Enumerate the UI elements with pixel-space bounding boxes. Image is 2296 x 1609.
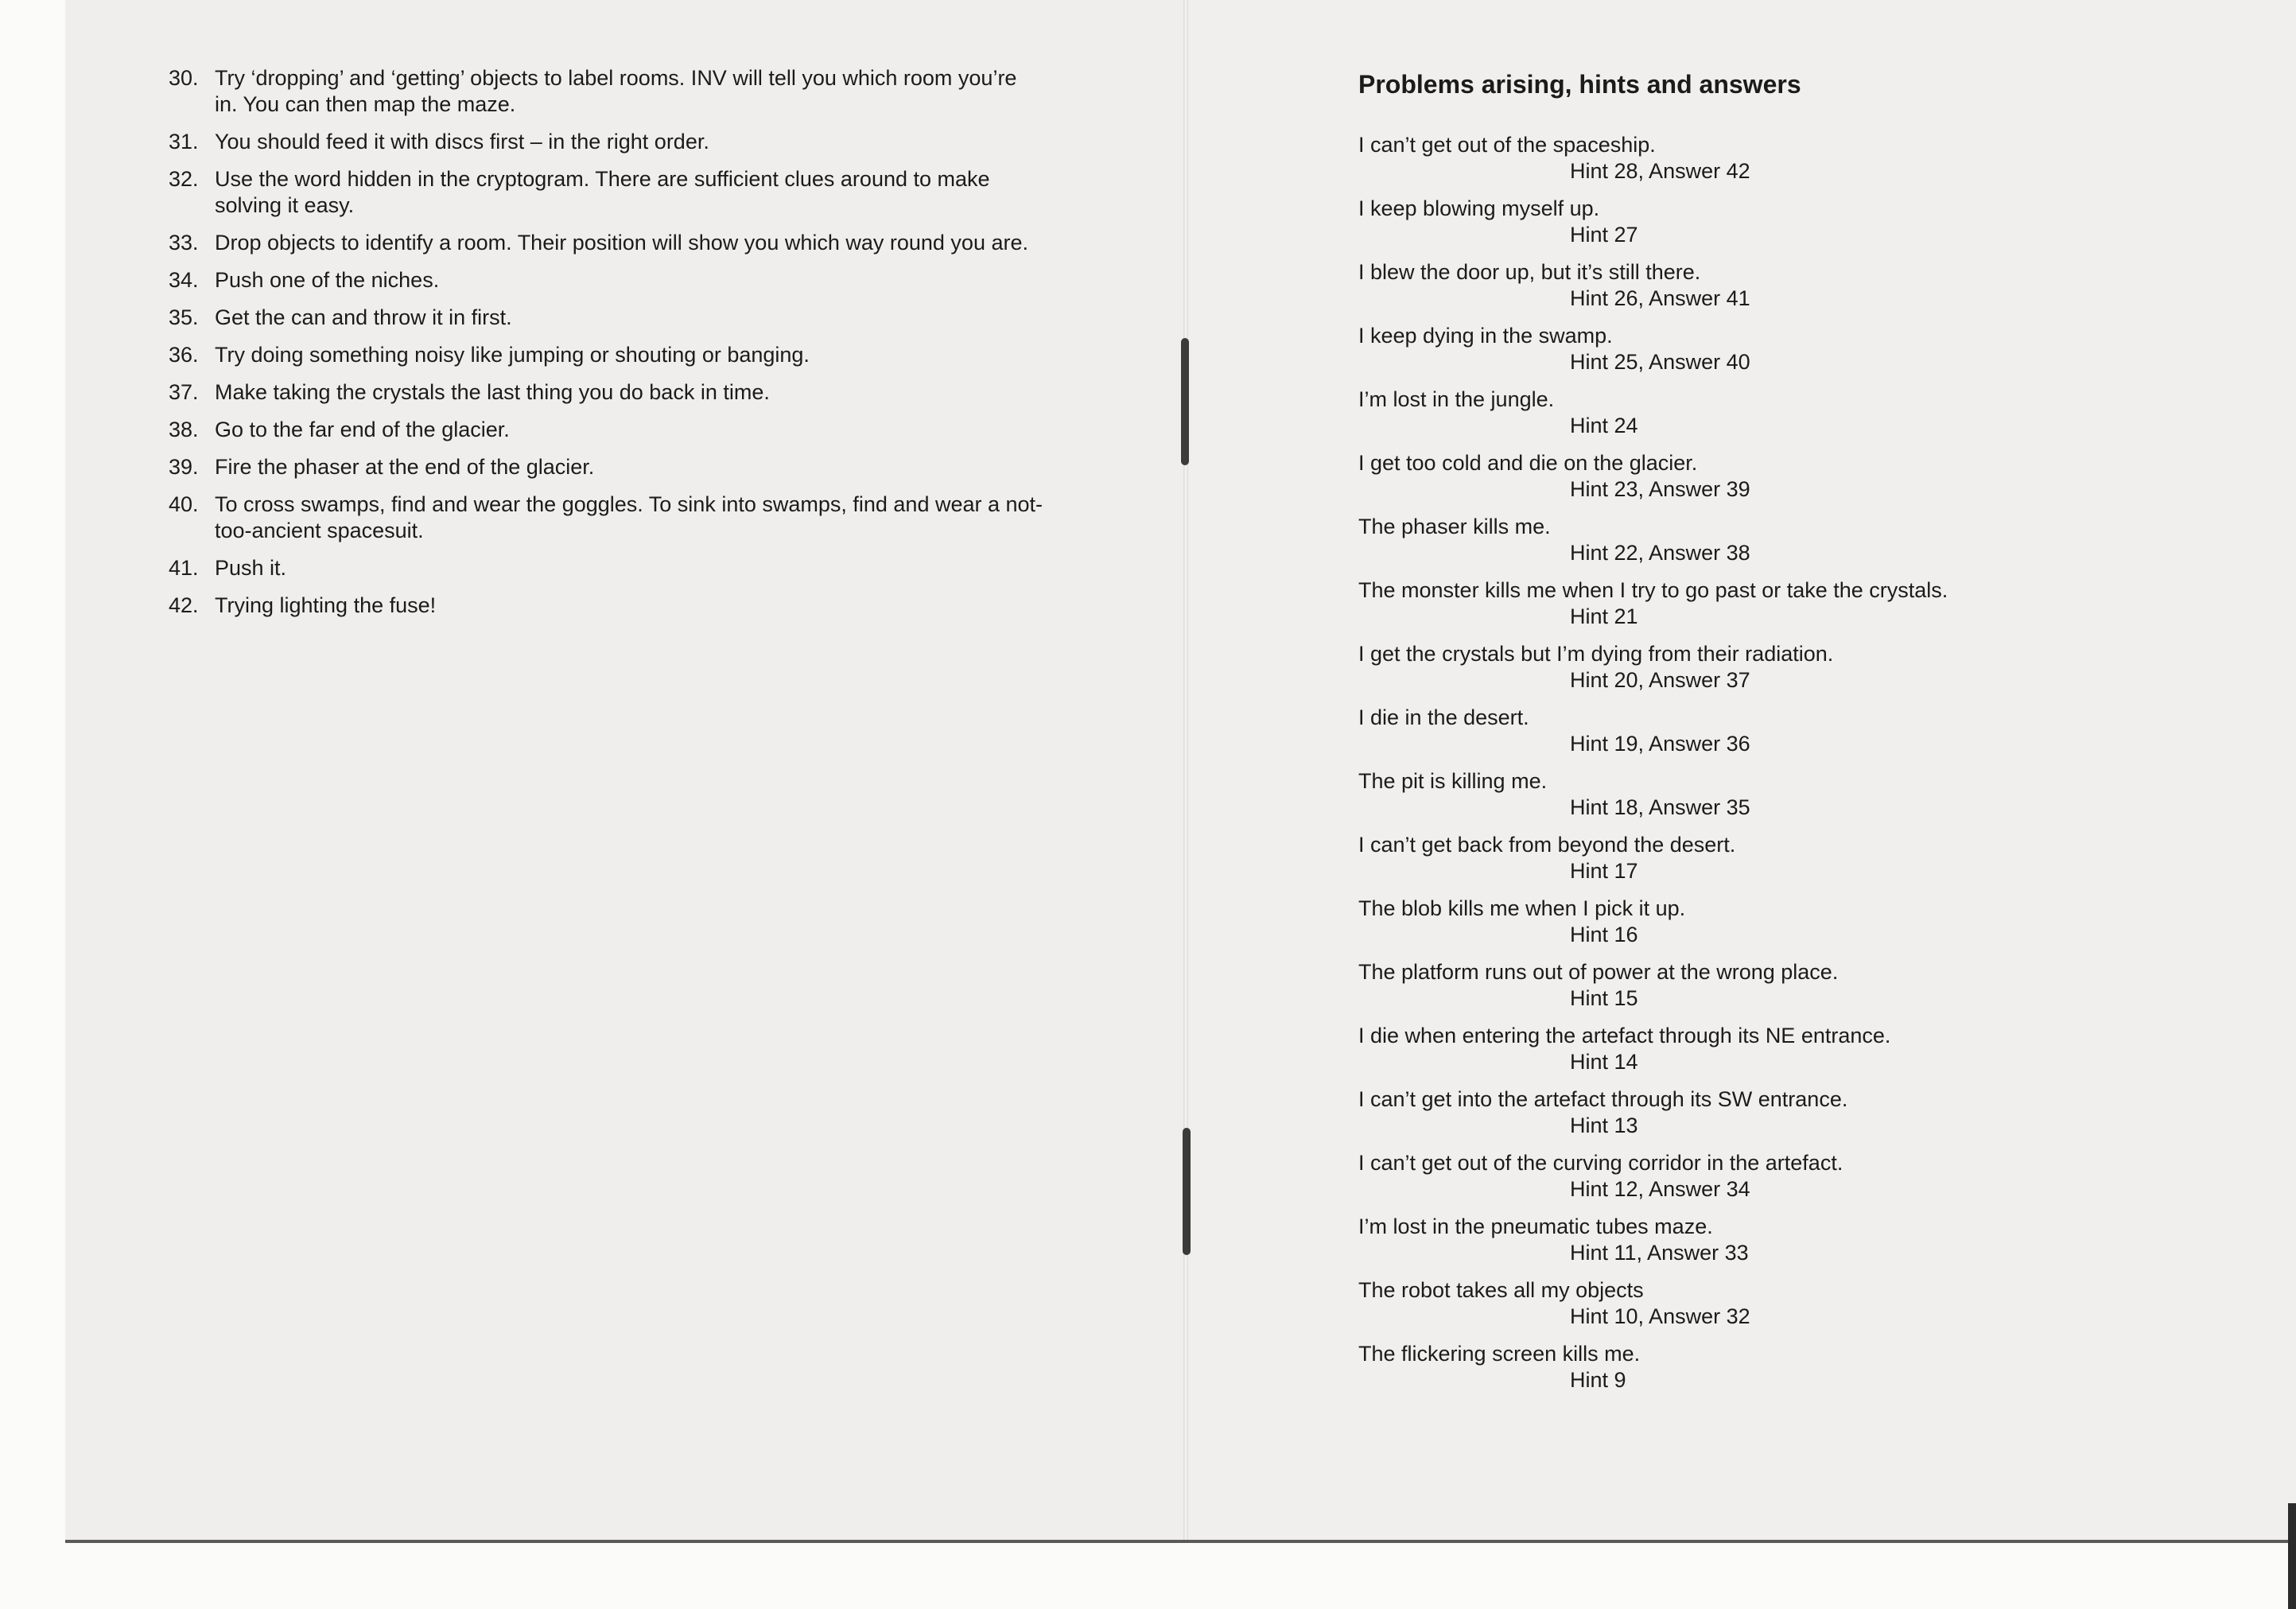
- problem-text: The robot takes all my objects: [1358, 1278, 1644, 1302]
- answer-item: [169, 342, 1043, 368]
- answer-item: [169, 267, 1043, 293]
- problem-reference: Hint 15: [1570, 986, 1638, 1010]
- answer-number: 42.: [169, 593, 199, 617]
- problem-text: The flickering screen kills me.: [1358, 1342, 1641, 1366]
- answer-item: [169, 492, 1043, 544]
- answer-number: 36.: [169, 343, 199, 367]
- problem-text: I blew the door up, but it’s still there.: [1358, 260, 1701, 284]
- answer-number: 31.: [169, 130, 199, 154]
- answer-text: To cross swamps, find and wear the goggles. To sink into swamps, find and wear a not-too-ancient spacesuit.: [215, 492, 1043, 542]
- problem-entry: [1358, 959, 2233, 1012]
- problem-text: I can’t get out of the curving corridor in the artefact.: [1358, 1151, 1843, 1175]
- answer-number: 38.: [169, 418, 199, 441]
- staple-top: [1181, 338, 1189, 465]
- problem-entry: [1358, 896, 2233, 948]
- answer-number: 35.: [169, 305, 199, 329]
- problem-text: I keep dying in the swamp.: [1358, 324, 1613, 348]
- problem-reference: Hint 10, Answer 32: [1570, 1304, 1750, 1328]
- problem-text: I’m lost in the pneumatic tubes maze.: [1358, 1215, 1713, 1238]
- answers-list: [169, 65, 1043, 630]
- problem-reference: Hint 22, Answer 38: [1570, 541, 1750, 565]
- problem-text: The phaser kills me.: [1358, 515, 1551, 538]
- problem-reference: Hint 20, Answer 37: [1570, 668, 1750, 692]
- problem-entry: [1358, 641, 2233, 694]
- answer-number: 34.: [169, 268, 199, 292]
- answer-item: [169, 417, 1043, 443]
- problem-reference: Hint 18, Answer 35: [1570, 795, 1750, 819]
- problem-text: I can’t get back from beyond the desert.: [1358, 833, 1736, 857]
- problem-entry: [1358, 514, 2233, 566]
- problems-section: [1358, 68, 2233, 1405]
- problem-text: I die in the desert.: [1358, 705, 1529, 729]
- answer-item: [169, 65, 1043, 118]
- problem-reference: Hint 25, Answer 40: [1570, 350, 1750, 374]
- problem-text: The blob kills me when I pick it up.: [1358, 896, 1686, 920]
- problem-entry: [1358, 450, 2233, 503]
- problem-reference: Hint 21: [1570, 604, 1638, 628]
- problem-text: I can’t get out of the spaceship.: [1358, 133, 1656, 157]
- answer-text: You should feed it with discs first – in the right order.: [215, 130, 709, 154]
- problem-text: The platform runs out of power at the wrong place.: [1358, 960, 1839, 984]
- problem-reference: Hint 23, Answer 39: [1570, 477, 1750, 501]
- answer-item: [169, 230, 1043, 256]
- problem-entry: [1358, 196, 2233, 248]
- problem-text: The pit is killing me.: [1358, 769, 1548, 793]
- problem-text: I keep blowing myself up.: [1358, 196, 1600, 220]
- answer-item: [169, 379, 1043, 406]
- answer-text: Go to the far end of the glacier.: [215, 418, 510, 441]
- answer-text: Drop objects to identify a room. Their position will show you which way round you are.: [215, 231, 1028, 255]
- problem-reference: Hint 16: [1570, 923, 1638, 946]
- answer-item: [169, 129, 1043, 155]
- problem-entry: [1358, 768, 2233, 821]
- problem-entry: [1358, 387, 2233, 439]
- problem-reference: Hint 14: [1570, 1050, 1638, 1074]
- answer-text: Make taking the crystals the last thing you do back in time.: [215, 380, 770, 404]
- answer-number: 37.: [169, 380, 199, 404]
- problem-entry: [1358, 1341, 2233, 1393]
- problem-text: I can’t get into the artefact through its SW entrance.: [1358, 1087, 1848, 1111]
- answer-item: [169, 593, 1043, 619]
- problem-entry: [1358, 259, 2233, 312]
- problem-reference: Hint 28, Answer 42: [1570, 159, 1750, 183]
- problem-entry: [1358, 1277, 2233, 1330]
- answer-text: Use the word hidden in the cryptogram. There are sufficient clues around to make solving it easy.: [215, 167, 990, 217]
- problem-reference: Hint 12, Answer 34: [1570, 1177, 1750, 1201]
- problem-entry: [1358, 323, 2233, 375]
- answer-text: Trying lighting the fuse!: [215, 593, 437, 617]
- problem-entry: [1358, 1150, 2233, 1203]
- answer-number: 40.: [169, 492, 199, 516]
- problem-reference: Hint 13: [1570, 1113, 1638, 1137]
- problem-reference: Hint 24: [1570, 414, 1638, 437]
- problem-reference: Hint 11, Answer 33: [1570, 1241, 1749, 1265]
- answer-number: 30.: [169, 66, 199, 90]
- answer-item: [169, 166, 1043, 219]
- problem-entry: [1358, 1086, 2233, 1139]
- answer-item: [169, 454, 1043, 480]
- problem-reference: Hint 27: [1570, 223, 1638, 247]
- answer-text: Try ‘dropping’ and ‘getting’ objects to label rooms. INV will tell you which room you’re in. You can then map the maze.: [215, 66, 1017, 116]
- problem-entry: [1358, 832, 2233, 884]
- problem-text: I get the crystals but I’m dying from their radiation.: [1358, 642, 1834, 666]
- answer-number: 32.: [169, 167, 199, 191]
- problem-reference: Hint 9: [1570, 1368, 1626, 1392]
- problem-entry: [1358, 577, 2233, 630]
- answer-item: [169, 555, 1043, 581]
- problem-text: The monster kills me when I try to go past or take the crystals.: [1358, 578, 1948, 602]
- booklet-spine: [1183, 0, 1188, 1541]
- answer-text: Push one of the niches.: [215, 268, 440, 292]
- staple-bottom: [1183, 1128, 1191, 1255]
- answer-number: 39.: [169, 455, 199, 479]
- problem-text: I die when entering the artefact through its NE entrance.: [1358, 1024, 1891, 1047]
- answer-text: Try doing something noisy like jumping or shouting or banging.: [215, 343, 810, 367]
- problem-text: I’m lost in the jungle.: [1358, 387, 1555, 411]
- problem-entry: [1358, 1214, 2233, 1266]
- problem-reference: Hint 19, Answer 36: [1570, 732, 1750, 756]
- page-bottom-edge: [65, 1540, 2296, 1543]
- page-right-edge: [2288, 1503, 2296, 1609]
- answer-number: 33.: [169, 231, 199, 255]
- problem-entry: [1358, 132, 2233, 185]
- problem-entry: [1358, 705, 2233, 757]
- problem-text: I get too cold and die on the glacier.: [1358, 451, 1698, 475]
- answer-text: Fire the phaser at the end of the glacier.: [215, 455, 595, 479]
- problem-entry: [1358, 1023, 2233, 1075]
- problem-reference: Hint 26, Answer 41: [1570, 286, 1750, 310]
- problem-reference: Hint 17: [1570, 859, 1638, 883]
- section-heading: Problems arising, hints and answers: [1358, 70, 1801, 99]
- answer-text: Get the can and throw it in first.: [215, 305, 512, 329]
- answer-text: Push it.: [215, 556, 287, 580]
- answer-number: 41.: [169, 556, 199, 580]
- answer-item: [169, 305, 1043, 331]
